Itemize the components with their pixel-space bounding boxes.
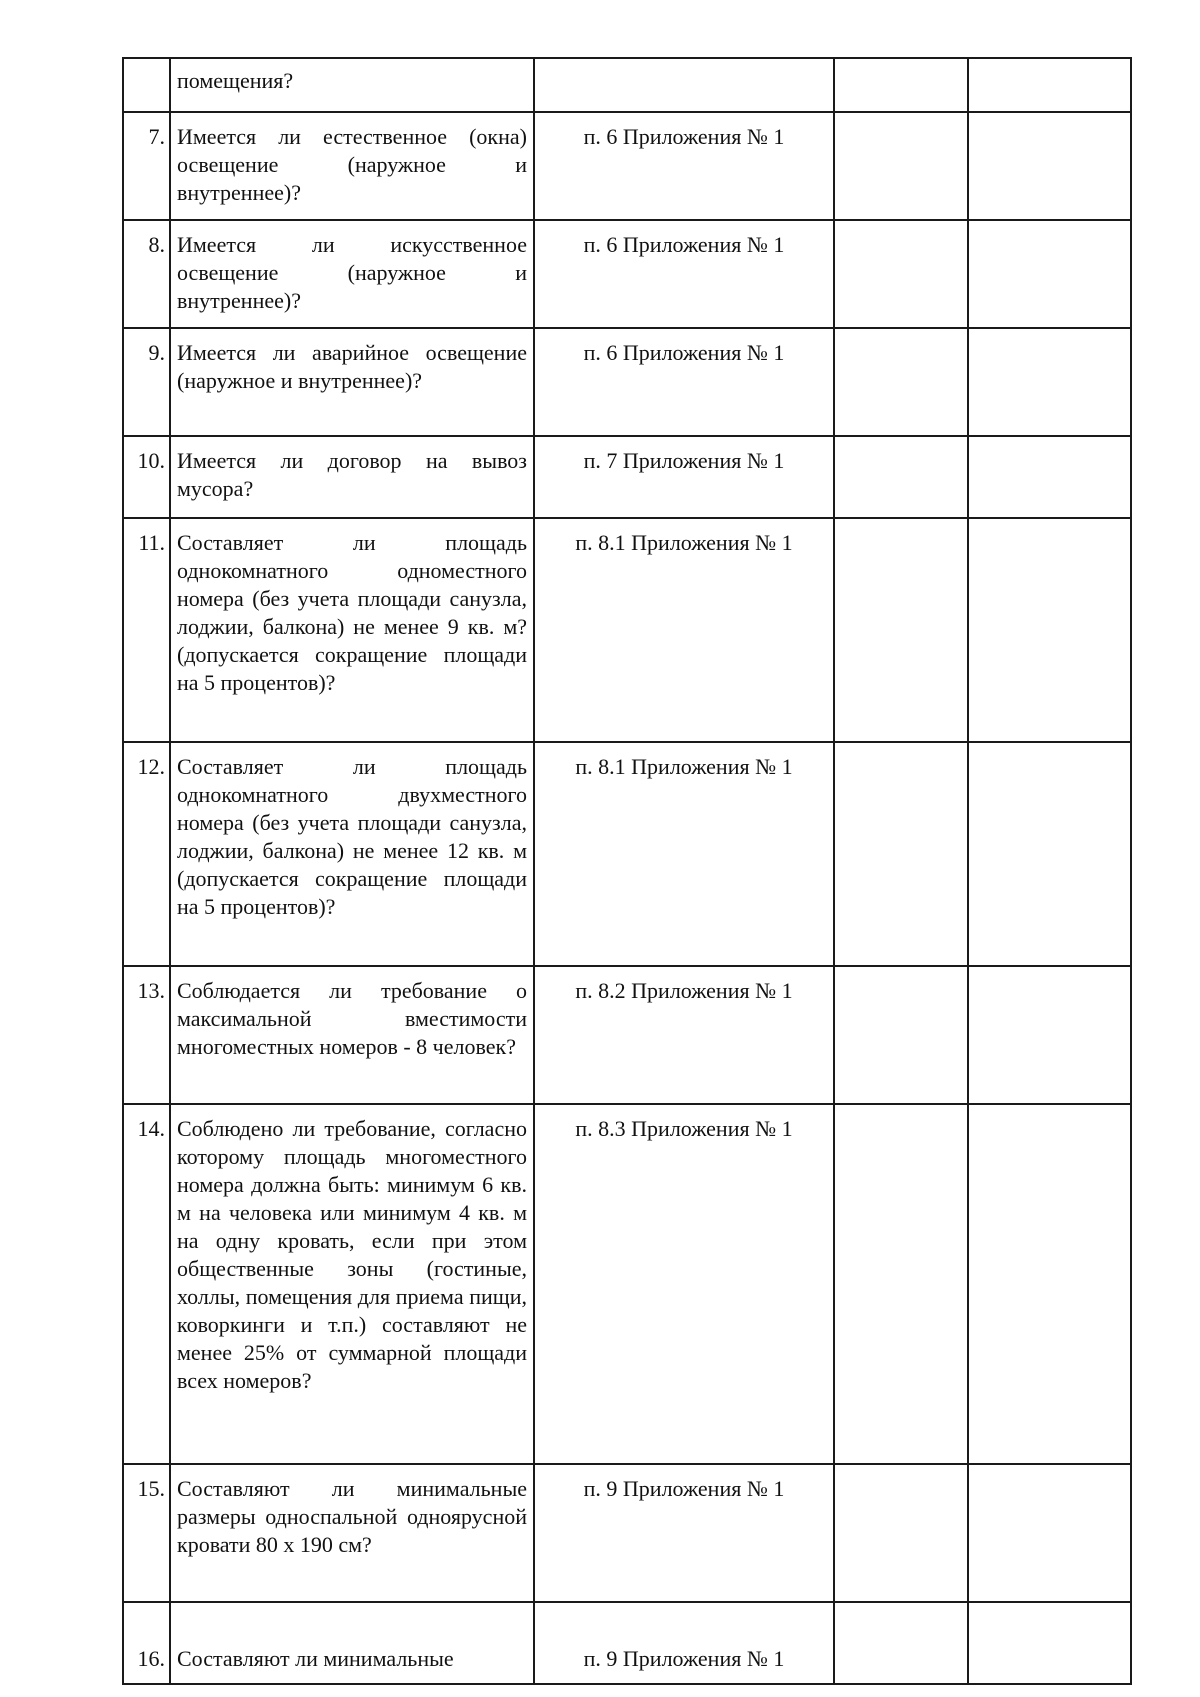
reference-cell: п. 6 Приложения № 1 bbox=[534, 112, 834, 220]
question-cell: помещения? bbox=[170, 58, 534, 112]
row-number-cell: 15. bbox=[123, 1464, 170, 1602]
table-row bbox=[123, 1602, 1131, 1684]
note-cell bbox=[968, 328, 1131, 436]
row-number-cell: 8. bbox=[123, 220, 170, 328]
table-row bbox=[123, 328, 1131, 436]
row-number-cell: 14. bbox=[123, 1104, 170, 1464]
table-row-continued bbox=[123, 58, 1131, 112]
question-cell: Имеется ли искусственное освещение (наружное и внутреннее)? bbox=[170, 220, 534, 328]
row-number-cell bbox=[123, 58, 170, 112]
question-cell: Имеется ли договор на вывоз мусора? bbox=[170, 436, 534, 518]
answer-cell bbox=[834, 1104, 968, 1464]
note-cell bbox=[968, 1464, 1131, 1602]
reference-cell: п. 9 Приложения № 1 bbox=[534, 1464, 834, 1602]
reference-cell: п. 8.1 Приложения № 1 bbox=[534, 742, 834, 966]
reference-cell: п. 9 Приложения № 1 bbox=[534, 1602, 834, 1684]
note-cell bbox=[968, 966, 1131, 1104]
reference-cell: п. 6 Приложения № 1 bbox=[534, 220, 834, 328]
row-number-cell: 16. bbox=[123, 1602, 170, 1684]
row-number-cell: 9. bbox=[123, 328, 170, 436]
table-row bbox=[123, 1104, 1131, 1464]
answer-cell bbox=[834, 436, 968, 518]
answer-cell bbox=[834, 220, 968, 328]
reference-cell: п. 8.1 Приложения № 1 bbox=[534, 518, 834, 742]
checklist-page bbox=[122, 57, 1130, 1685]
reference-cell bbox=[534, 58, 834, 112]
question-cell: Имеется ли аварийное освещение (наружное и внутреннее)? bbox=[170, 328, 534, 436]
question-cell: Составляют ли минимальные размеры односпальной одноярусной кровати 80 х 190 см? bbox=[170, 1464, 534, 1602]
note-cell bbox=[968, 1104, 1131, 1464]
note-cell bbox=[968, 436, 1131, 518]
note-cell bbox=[968, 1602, 1131, 1684]
question-cell: Составляет ли площадь однокомнатного одноместного номера (без учета площади санузла, лоджии, балкона) не менее 9 кв. м? (допускается сокращение площади на 5 процентов)? bbox=[170, 518, 534, 742]
table-row bbox=[123, 112, 1131, 220]
note-cell bbox=[968, 58, 1131, 112]
checklist-table bbox=[122, 57, 1132, 1685]
question-cell: Имеется ли естественное (окна) освещение (наружное и внутреннее)? bbox=[170, 112, 534, 220]
answer-cell bbox=[834, 112, 968, 220]
answer-cell bbox=[834, 328, 968, 436]
note-cell bbox=[968, 742, 1131, 966]
table-row bbox=[123, 518, 1131, 742]
answer-cell bbox=[834, 966, 968, 1104]
reference-cell: п. 8.2 Приложения № 1 bbox=[534, 966, 834, 1104]
reference-cell: п. 7 Приложения № 1 bbox=[534, 436, 834, 518]
question-cell: Соблюдается ли требование о максимальной вместимости многоместных номеров - 8 человек? bbox=[170, 966, 534, 1104]
table-row bbox=[123, 742, 1131, 966]
table-row bbox=[123, 436, 1131, 518]
question-cell: Соблюдено ли требование, согласно которому площадь многоместного номера должна быть: минимум 6 кв. м на человека или минимум 4 кв. м на одну кровать, если при этом общественные зоны (гостиные, холлы, помещения для приема пищи, коворкинги и т.п.) составляют не менее 25% от суммарной площади всех номеров? bbox=[170, 1104, 534, 1464]
row-number-cell: 7. bbox=[123, 112, 170, 220]
note-cell bbox=[968, 518, 1131, 742]
answer-cell bbox=[834, 1602, 968, 1684]
reference-cell: п. 8.3 Приложения № 1 bbox=[534, 1104, 834, 1464]
row-number-cell: 11. bbox=[123, 518, 170, 742]
note-cell bbox=[968, 220, 1131, 328]
row-number-cell: 12. bbox=[123, 742, 170, 966]
answer-cell bbox=[834, 518, 968, 742]
answer-cell bbox=[834, 742, 968, 966]
note-cell bbox=[968, 112, 1131, 220]
table-row bbox=[123, 1464, 1131, 1602]
row-number-cell: 13. bbox=[123, 966, 170, 1104]
table-row bbox=[123, 220, 1131, 328]
row-number-cell: 10. bbox=[123, 436, 170, 518]
table-row bbox=[123, 966, 1131, 1104]
answer-cell bbox=[834, 58, 968, 112]
reference-cell: п. 6 Приложения № 1 bbox=[534, 328, 834, 436]
answer-cell bbox=[834, 1464, 968, 1602]
question-cell: Составляет ли площадь однокомнатного двухместного номера (без учета площади санузла, лоджии, балкона) не менее 12 кв. м (допускается сокращение площади на 5 процентов)? bbox=[170, 742, 534, 966]
question-cell: Составляют ли минимальные bbox=[170, 1602, 534, 1684]
